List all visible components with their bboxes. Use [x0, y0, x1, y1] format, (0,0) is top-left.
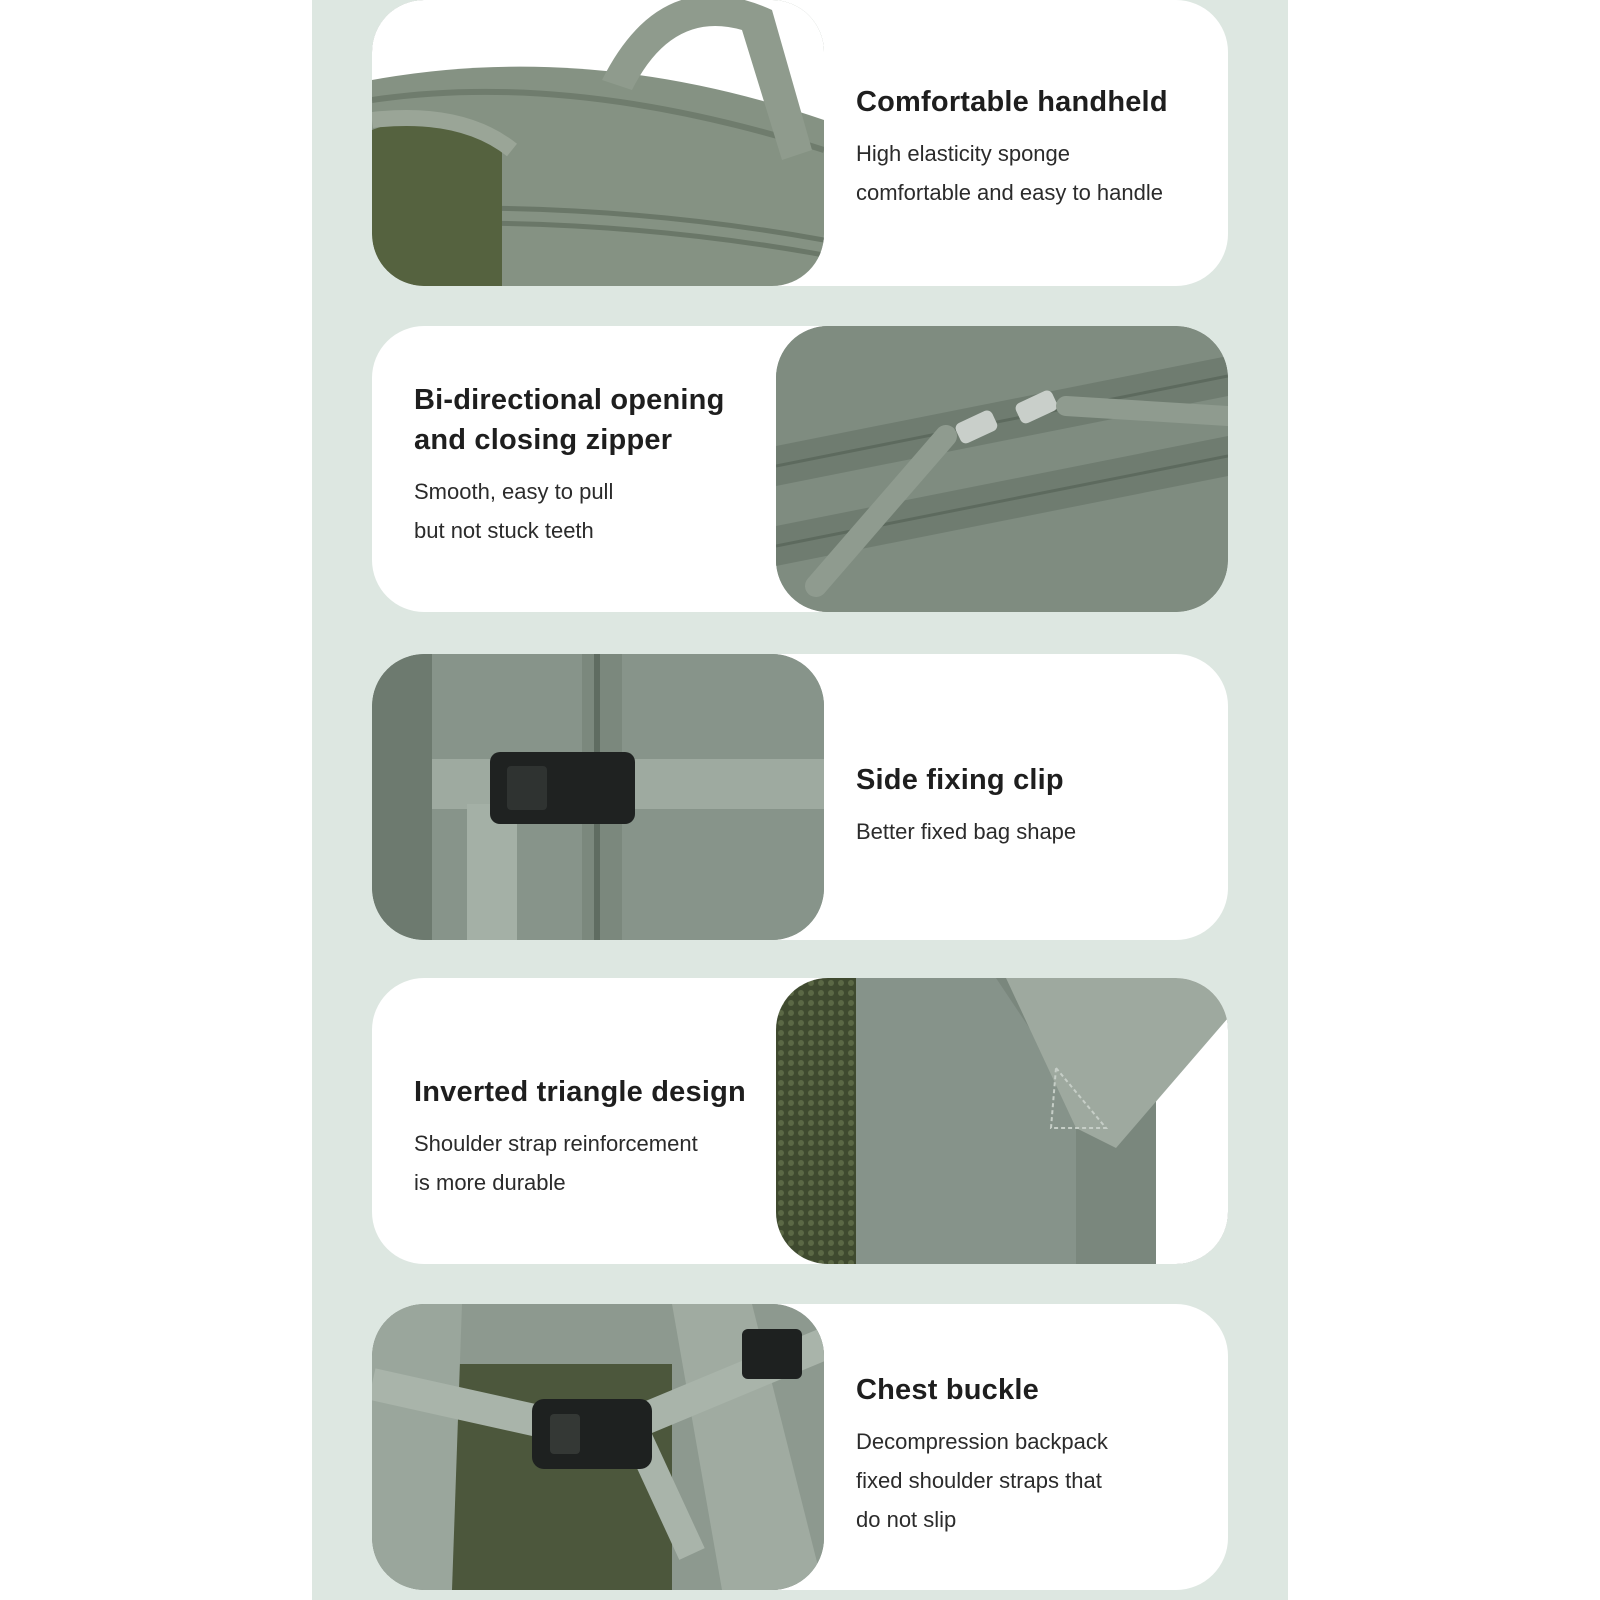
feature-description: Smooth, easy to pull but not stuck teeth [414, 479, 614, 543]
feature-card-side-clip [372, 654, 1228, 940]
feature-card-zipper [372, 326, 1228, 612]
feature-description: High elasticity sponge comfortable and easy to handle [856, 141, 1163, 205]
feature-card-handheld [372, 0, 1228, 286]
feature-text-zipper [414, 380, 794, 550]
feature-card-triangle [372, 978, 1228, 1264]
feature-text-handheld [856, 82, 1216, 212]
feature-title: Chest buckle [856, 1374, 1039, 1406]
feature-title: Side fixing clip [856, 764, 1064, 796]
zipper-photo [776, 326, 1228, 612]
feature-title: Inverted triangle design [414, 1076, 746, 1108]
feature-text-triangle [414, 1072, 794, 1202]
feature-panel [312, 0, 1288, 1600]
feature-text-side-clip [856, 760, 1216, 851]
feature-description: Shoulder strap reinforcement is more durable [414, 1131, 698, 1195]
chest-buckle-photo [372, 1304, 824, 1590]
feature-title: Bi-directional opening and closing zipper [414, 384, 725, 456]
feature-description: Better fixed bag shape [856, 819, 1077, 844]
side-clip-photo [372, 654, 824, 940]
handle-photo [372, 0, 824, 286]
feature-card-chest-buckle [372, 1304, 1228, 1590]
strap-triangle-photo [776, 978, 1228, 1264]
feature-description: Decompression backpack fixed shoulder straps that do not slip [856, 1429, 1108, 1532]
feature-text-chest-buckle [856, 1370, 1216, 1539]
feature-title: Comfortable handheld [856, 86, 1168, 118]
